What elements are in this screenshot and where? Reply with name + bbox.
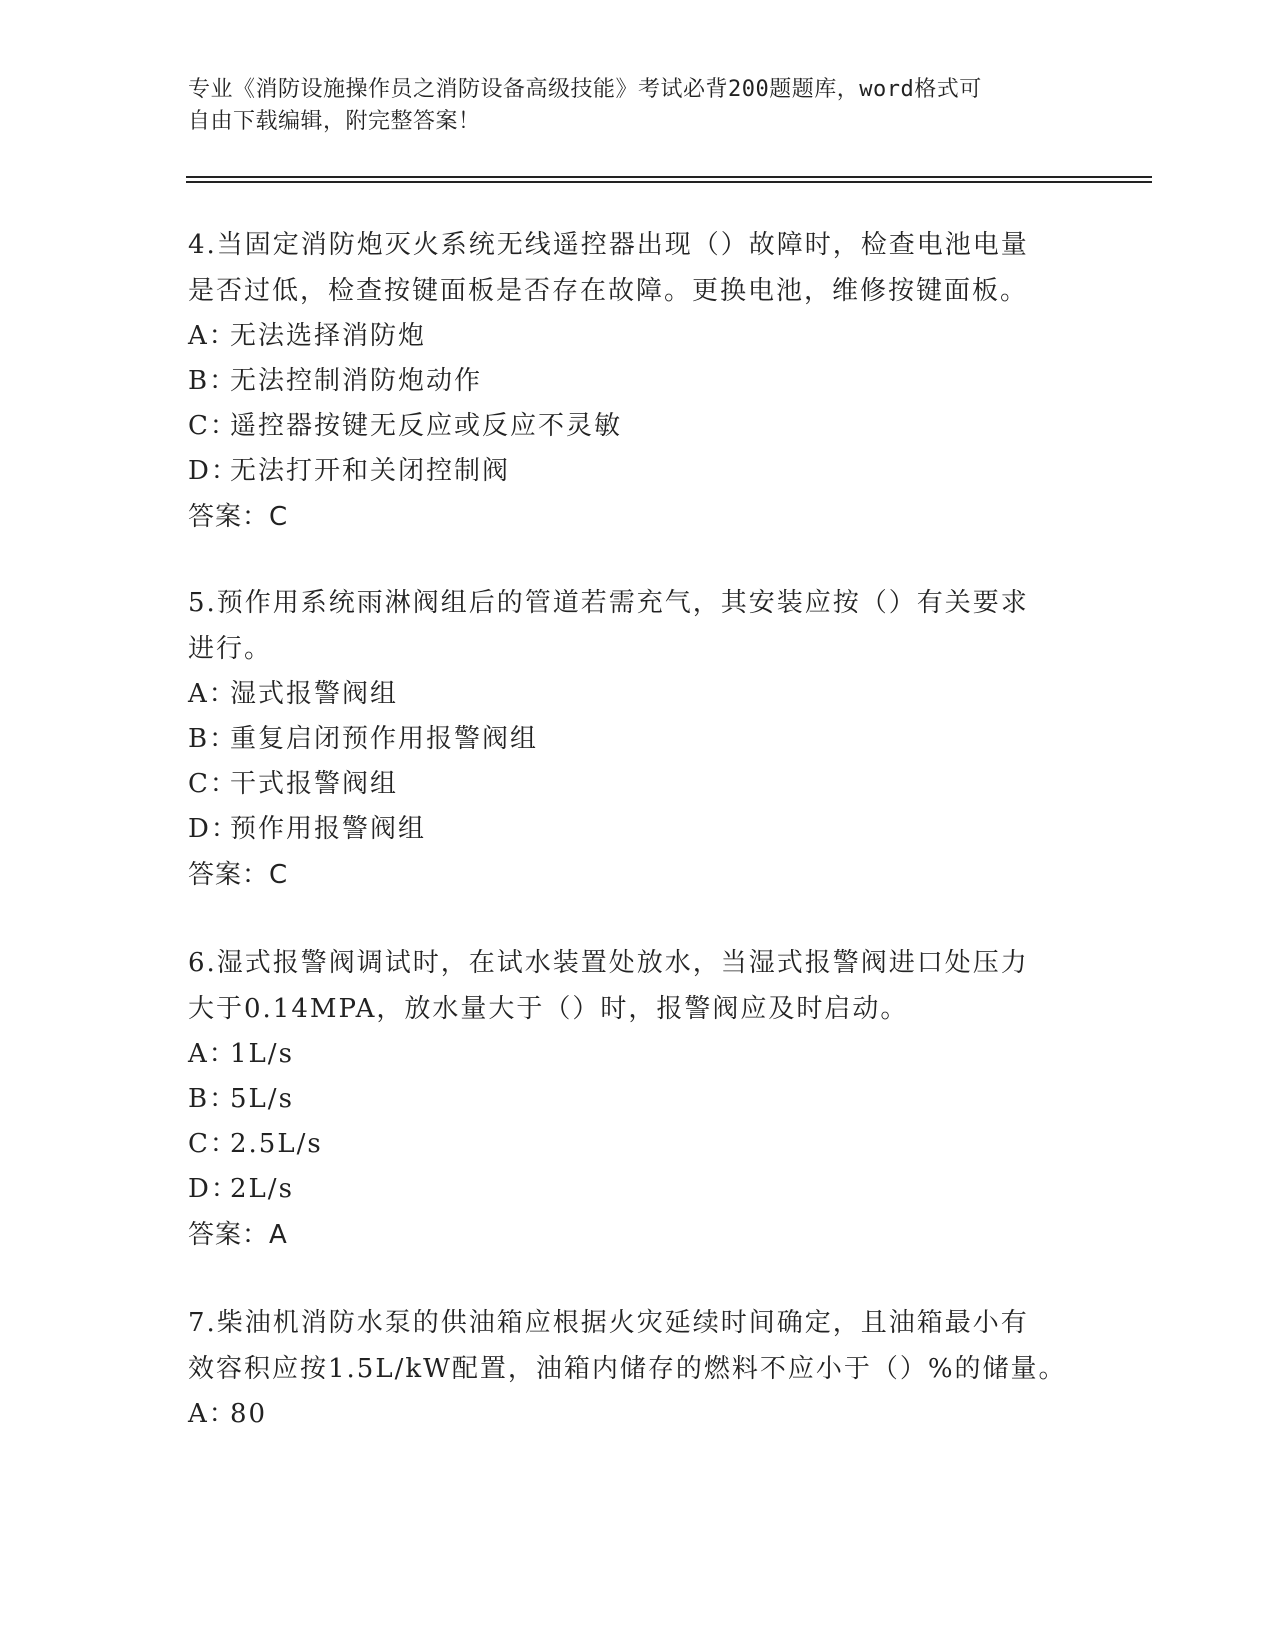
option-key: A： — [188, 1399, 237, 1429]
option-key: D： — [188, 456, 239, 486]
option-text: 无法控制消防炮动作 — [230, 366, 483, 396]
header-divider-top — [186, 176, 1152, 178]
question-stem — [188, 222, 1068, 314]
stem-line: 6.湿式报警阀调试时，在试水装置处放水，当湿式报警阀进口处压力 — [188, 948, 1029, 978]
option-text: 1L/s — [230, 1039, 294, 1069]
option-key: C： — [188, 769, 238, 799]
option-text: 无法打开和关闭控制阀 — [230, 456, 511, 486]
option-text: 预作用报警阀组 — [230, 814, 427, 844]
question-stem — [188, 580, 1068, 672]
option-b — [188, 359, 1068, 404]
option-key: C： — [188, 411, 238, 441]
option-text: 干式报警阀组 — [230, 769, 399, 799]
option-c — [188, 1122, 1068, 1167]
option-text: 5L/s — [230, 1084, 294, 1114]
option-key: A： — [188, 1039, 237, 1069]
question-6 — [188, 940, 1068, 1258]
header-line-1: 专业《消防设施操作员之消防设备高级技能》考试必背200题题库，word格式可 — [188, 77, 982, 102]
option-d — [188, 1167, 1068, 1212]
stem-line: 7.柴油机消防水泵的供油箱应根据火灾延续时间确定，且油箱最小有 — [188, 1308, 1029, 1338]
option-b — [188, 1077, 1068, 1122]
option-d — [188, 807, 1068, 852]
question-5 — [188, 580, 1068, 898]
option-text: 重复启闭预作用报警阀组 — [230, 724, 539, 754]
option-key: D： — [188, 1174, 239, 1204]
option-key: B： — [188, 724, 238, 754]
option-a — [188, 314, 1068, 359]
question-7 — [188, 1300, 1068, 1437]
option-key: B： — [188, 1084, 238, 1114]
question-4 — [188, 222, 1068, 540]
stem-line: 进行。 — [188, 634, 273, 664]
stem-line: 是否过低，检查按键面板是否存在故障。更换电池，维修按键面板。 — [188, 276, 1029, 306]
option-a — [188, 1392, 1068, 1437]
option-d — [188, 449, 1068, 494]
option-key: B： — [188, 366, 238, 396]
header-line-2: 自由下载编辑，附完整答案！ — [188, 109, 481, 134]
document-header — [188, 74, 1068, 138]
stem-line: 大于0.14MPA，放水量大于（）时，报警阀应及时启动。 — [188, 994, 909, 1024]
option-text: 2L/s — [230, 1174, 294, 1204]
option-text: 遥控器按键无反应或反应不灵敏 — [230, 411, 623, 441]
answer: 答案：C — [188, 502, 289, 532]
stem-line: 5.预作用系统雨淋阀组后的管道若需充气，其安装应按（）有关要求 — [188, 588, 1029, 618]
stem-line: 效容积应按1.5L/kW配置，油箱内储存的燃料不应小于（）%的储量。 — [188, 1354, 1067, 1384]
option-text: 2.5L/s — [230, 1129, 323, 1159]
header-divider-bottom — [186, 181, 1152, 183]
option-a — [188, 1032, 1068, 1077]
option-text: 无法选择消防炮 — [230, 321, 427, 351]
answer: 答案：A — [188, 1220, 288, 1250]
option-a — [188, 672, 1068, 717]
question-stem — [188, 1300, 1068, 1392]
option-key: A： — [188, 321, 237, 351]
option-c — [188, 404, 1068, 449]
option-b — [188, 717, 1068, 762]
option-text: 湿式报警阀组 — [230, 679, 399, 709]
option-text: 80 — [230, 1399, 268, 1429]
answer: 答案：C — [188, 860, 289, 890]
option-c — [188, 762, 1068, 807]
question-stem — [188, 940, 1068, 1032]
option-key: A： — [188, 679, 237, 709]
option-key: C： — [188, 1129, 238, 1159]
stem-line: 4.当固定消防炮灭火系统无线遥控器出现（）故障时，检查电池电量 — [188, 230, 1029, 260]
option-key: D： — [188, 814, 239, 844]
